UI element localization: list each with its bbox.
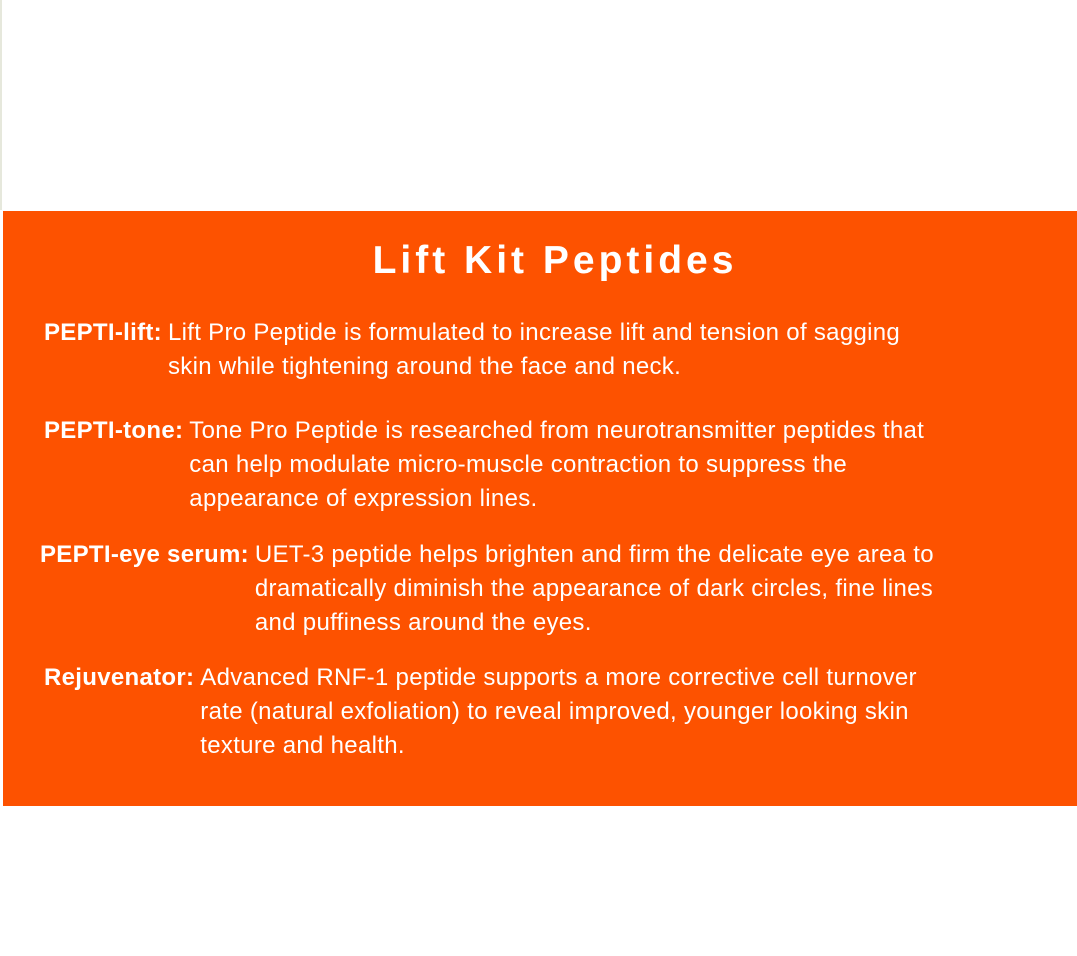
entry-description bbox=[200, 661, 1054, 763]
peptides-info-panel bbox=[3, 211, 1077, 806]
description-line: can help modulate micro-muscle contraction to suppress the bbox=[189, 451, 848, 478]
entry-description bbox=[189, 414, 1064, 516]
panel-title: Lift Kit Peptides bbox=[372, 239, 738, 282]
page-edge-line bbox=[0, 0, 2, 210]
description-line: dramatically diminish the appearance of dark circles, fine lines bbox=[254, 575, 934, 602]
entry-description bbox=[168, 316, 1054, 384]
description-line: Advanced RNF-1 peptide supports a more corrective cell turnover bbox=[200, 664, 917, 691]
entry-description bbox=[255, 538, 1070, 640]
entry-term: PEPTI-tone: bbox=[44, 417, 184, 444]
peptide-entry-pepti-eye-serum bbox=[40, 538, 1070, 640]
description-line: texture and health. bbox=[200, 732, 405, 759]
description-line: and puffiness around the eyes. bbox=[254, 609, 592, 636]
description-line: UET-3 peptide helps brighten and firm the delicate eye area to bbox=[254, 541, 934, 568]
description-line: Tone Pro Peptide is researched from neurotransmitter peptides that bbox=[189, 417, 925, 444]
entry-term: PEPTI-lift: bbox=[44, 319, 162, 346]
description-line: skin while tightening around the face and neck. bbox=[167, 353, 682, 380]
description-line: appearance of expression lines. bbox=[189, 485, 538, 512]
entry-term: Rejuvenator: bbox=[44, 664, 195, 691]
peptide-entry-rejuvenator bbox=[44, 661, 1054, 763]
description-line: Lift Pro Peptide is formulated to increase lift and tension of sagging bbox=[167, 319, 901, 346]
entry-term: PEPTI-eye serum: bbox=[40, 541, 249, 568]
peptide-entry-pepti-tone bbox=[44, 414, 1064, 516]
description-line: rate (natural exfoliation) to reveal improved, younger looking skin bbox=[200, 698, 909, 725]
peptide-entry-pepti-lift bbox=[44, 316, 1054, 384]
